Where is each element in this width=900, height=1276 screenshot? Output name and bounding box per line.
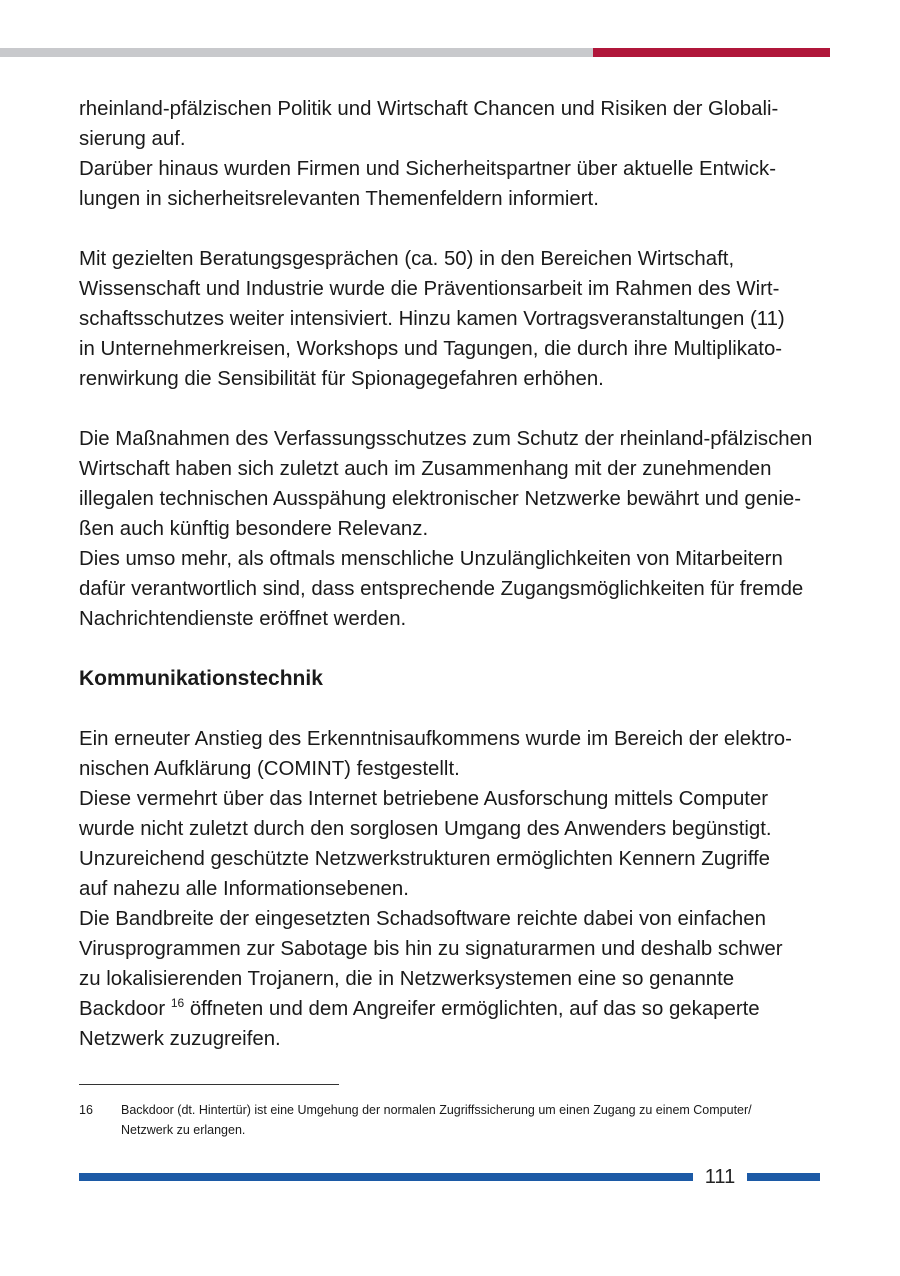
bottom-bar-left	[79, 1173, 693, 1181]
text-line: renwirkung die Sensibilität für Spionagegefahren erhöhen.	[79, 368, 604, 390]
text-fragment: öffneten und dem Angreifer ermöglichten, auf das so gekaperte	[184, 998, 760, 1020]
text-line: Mit gezielten Beratungsgesprächen (ca. 50) in den Bereichen Wirtschaft,	[79, 248, 735, 270]
footnote-line: Netzwerk zu erlangen.	[121, 1123, 246, 1137]
footnote-line: Backdoor (dt. Hintertür) ist eine Umgehung der normalen Zugriffssicherung um einen Zugang zu einem Computer/	[121, 1103, 752, 1117]
text-line: Diese vermehrt über das Internet betriebene Ausforschung mittels Computer	[79, 788, 769, 810]
text-line: Die Maßnahmen des Verfassungsschutzes zum Schutz der rheinland-pfälzischen	[79, 428, 813, 450]
text-line: Netzwerk zuzugreifen.	[79, 1028, 281, 1050]
footnote	[79, 1100, 831, 1140]
text-line: in Unternehmerkreisen, Workshops und Tagungen, die durch ihre Multiplikato-	[79, 338, 783, 360]
top-bar-grey	[0, 48, 593, 57]
bottom-bar-right	[747, 1173, 820, 1181]
text-line: sierung auf.	[79, 128, 186, 150]
text-line: dafür verantwortlich sind, dass entsprechende Zugangsmöglichkeiten für fremde	[79, 578, 804, 600]
text-line: Darüber hinaus wurden Firmen und Sicherheitspartner über aktuelle Entwick-	[79, 158, 777, 180]
text-line	[79, 994, 831, 1024]
text-line: Unzureichend geschützte Netzwerkstrukturen ermöglichten Kennern Zugriffe	[79, 848, 770, 870]
text-line: lungen in sicherheitsrelevanten Themenfeldern informiert.	[79, 188, 599, 210]
text-line: illegalen technischen Ausspähung elektronischer Netzwerke bewährt und genie-	[79, 488, 802, 510]
page-number: 111	[704, 1166, 736, 1188]
text-line: Wirtschaft haben sich zuletzt auch im Zusammenhang mit der zunehmenden	[79, 458, 772, 480]
text-line: Ein erneuter Anstieg des Erkenntnisaufkommens wurde im Bereich der elektro-	[79, 728, 792, 750]
top-bar-red	[593, 48, 830, 57]
text-line: wurde nicht zuletzt durch den sorglosen Umgang des Anwenders begünstigt.	[79, 818, 772, 840]
text-line: ßen auch künftig besondere Relevanz.	[79, 518, 429, 540]
text-line: schaftsschutzes weiter intensiviert. Hinzu kamen Vortragsveranstaltungen (11)	[79, 308, 785, 330]
text-line: Die Bandbreite der eingesetzten Schadsoftware reichte dabei von einfachen	[79, 908, 766, 930]
footnote-reference[interactable]: 16	[170, 996, 185, 1011]
text-line: Virusprogrammen zur Sabotage bis hin zu signaturarmen und deshalb schwer	[79, 938, 783, 960]
text-fragment: Backdoor	[79, 998, 171, 1020]
text-line: nischen Aufklärung (COMINT) festgestellt.	[79, 758, 460, 780]
footnote-text	[121, 1100, 831, 1140]
text-line: Nachrichtendienste eröffnet werden.	[79, 608, 407, 630]
text-line: Dies umso mehr, als oftmals menschliche Unzulänglichkeiten von Mitarbeitern	[79, 548, 783, 570]
footnote-divider	[79, 1084, 339, 1085]
text-line: zu lokalisierenden Trojanern, die in Netzwerksystemen eine so genannte	[79, 968, 735, 990]
text-line: Wissenschaft und Industrie wurde die Präventionsarbeit im Rahmen des Wirt-	[79, 278, 780, 300]
body-text	[79, 94, 831, 1054]
text-line: auf nahezu alle Informationsebenen.	[79, 878, 409, 900]
section-heading: Kommunikationstechnik	[79, 667, 323, 690]
footnote-number: 16	[79, 1103, 93, 1117]
text-line: rheinland-pfälzischen Politik und Wirtschaft Chancen und Risiken der Globali-	[79, 98, 779, 120]
